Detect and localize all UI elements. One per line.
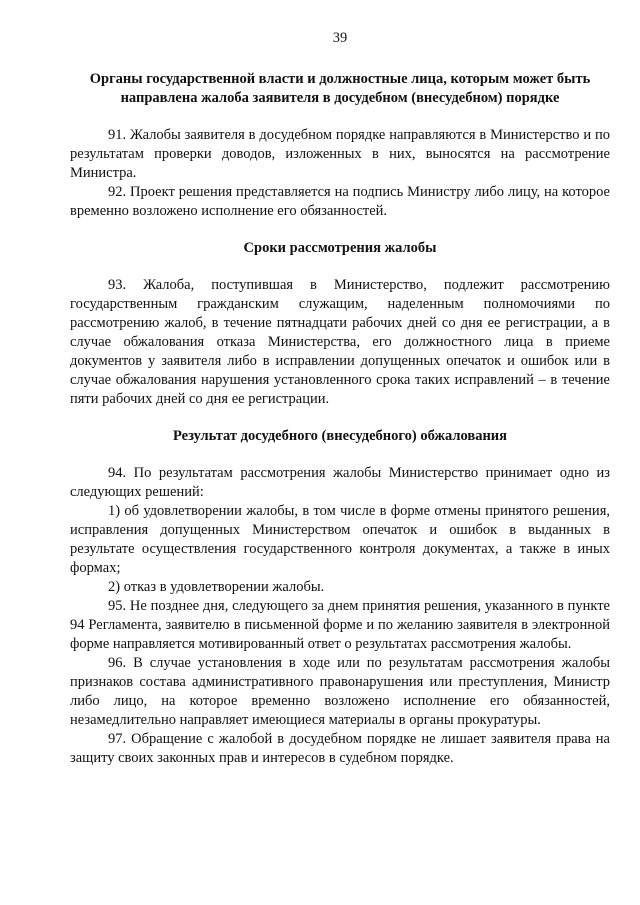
paragraph-95: 95. Не позднее дня, следующего за днем принятия решения, указанного в пункте 94 Регламента, заявителю в письменной форме и по желанию заявителя в электронной форме направляется мотивированный ответ о результатах рассмотрения жалобы.: [70, 598, 610, 652]
page-number: 39: [332, 30, 348, 46]
paragraph-94-item-2: 2) отказ в удовлетворении жалобы.: [108, 579, 325, 595]
document-page: [70, 28, 610, 768]
paragraph-97: 97. Обращение с жалобой в досудебном порядке не лишает заявителя права на защиту своих законных прав и интересов в судебном порядке.: [70, 731, 610, 766]
paragraph-94: 94. По результатам рассмотрения жалобы Министерство принимает одно из следующих решений:: [70, 465, 610, 500]
section-heading-review-terms: Сроки рассмотрения жалобы: [243, 240, 437, 256]
section-heading-appeal-result: Результат досудебного (внесудебного) обжалования: [172, 428, 508, 444]
paragraph-93: 93. Жалоба, поступившая в Министерство, подлежит рассмотрению государственным гражданским служащим, наделенным полномочиями по рассмотрению жалоб, в течение пятнадцати рабочих дней со дня ее регистрации, а в случае обжалования отказа Министерства, его должностного лица в приеме документов у заявителя либо в исправлении допущенных опечаток и ошибок или в случае обжалования нарушения установленного срока таких исправлений – в течение пяти рабочих дней со дня ее регистрации.: [70, 277, 610, 407]
paragraph-92: 92. Проект решения представляется на подпись Министру либо лицу, на которое временно возложено исполнение его обязанностей.: [70, 184, 610, 219]
paragraph-94-item-1: 1) об удовлетворении жалобы, в том числе в форме отмены принятого решения, исправления допущенных Министерством опечаток и ошибок в выданных в результате осуществления государственного контроля документах, а также в иных формах;: [70, 503, 610, 576]
paragraph-96: 96. В случае установления в ходе или по результатам рассмотрения жалобы признаков состава административного правонарушения или преступления, Министр либо лицо, на которое временно возложено исполнение его обязанностей, незамедлительно направляет имеющиеся материалы в органы прокуратуры.: [70, 655, 610, 728]
paragraph-91: 91. Жалобы заявителя в досудебном порядке направляются в Министерство и по результатам проверки доводов, изложенных в них, выносятся на рассмотрение Министра.: [70, 127, 610, 181]
section-heading-complaint-recipients: Органы государственной власти и должностные лица, которым может быть направлена жалоба заявителя в досудебном (внесудебном) порядке: [89, 71, 591, 106]
